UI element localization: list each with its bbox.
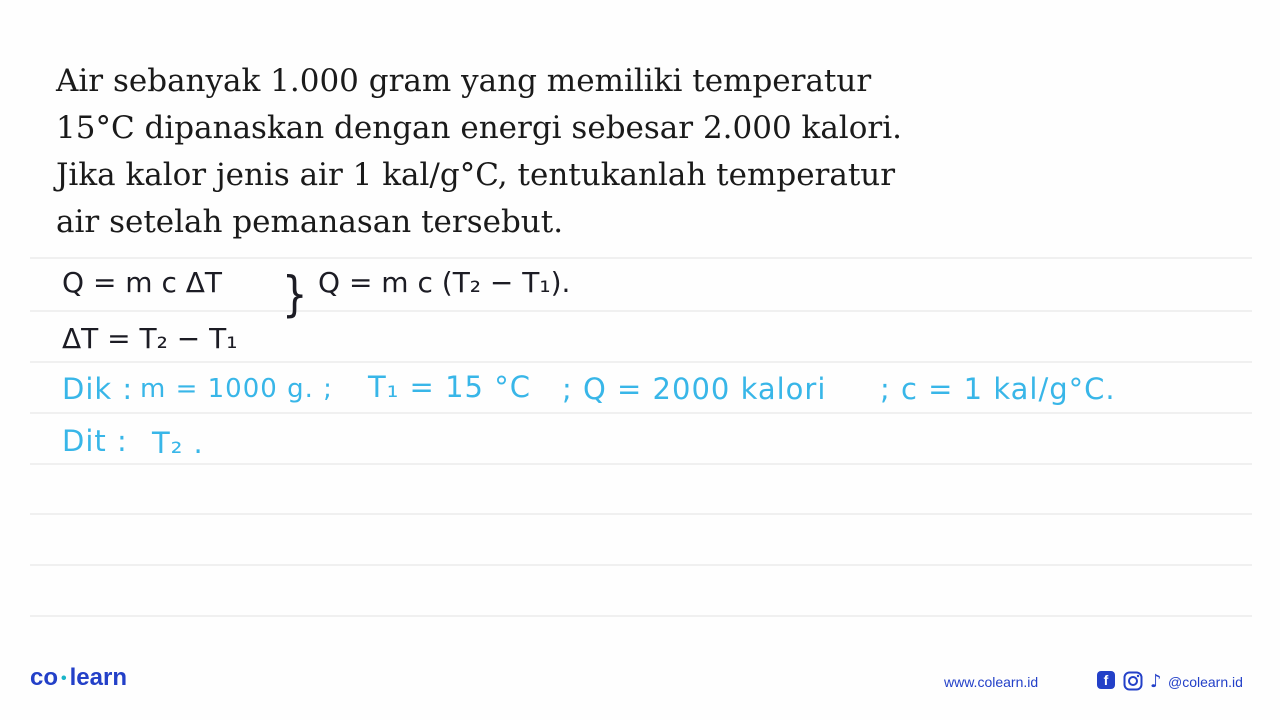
known-specific-heat: ; c = 1 kal/g°C. (880, 372, 1116, 406)
tiktok-icon[interactable]: ♪ (1150, 670, 1162, 692)
problem-line: air setelah pemanasan tersebut. (56, 204, 564, 240)
instagram-icon[interactable] (1123, 671, 1143, 691)
problem-line: 15°C dipanaskan dengan energi sebesar 2.000 kalori. (56, 110, 902, 146)
known-heat: ; Q = 2000 kalori (562, 372, 827, 406)
known-initial-temperature: T₁ = 15 °C (368, 370, 531, 404)
grouping-brace: } (282, 267, 308, 323)
known-label: Dik : (62, 372, 134, 406)
heat-formula-expanded: Q = m c (T₂ − T₁). (318, 266, 571, 299)
facebook-icon[interactable]: f (1097, 671, 1115, 689)
logo-text-learn: learn (69, 664, 127, 691)
problem-line: Jika kalor jenis air 1 kal/g°C, tentukanlah temperatur (56, 157, 896, 193)
asked-label: Dit : (62, 424, 128, 458)
logo-dot: • (61, 669, 67, 687)
heat-formula: Q = m c ΔT (62, 266, 223, 299)
website-link[interactable]: www.colearn.id (944, 674, 1039, 690)
social-handle[interactable]: @colearn.id (1168, 674, 1243, 690)
delta-t-formula: ΔT = T₂ − T₁ (62, 322, 238, 355)
logo-text-co: co (30, 664, 59, 691)
problem-statement (56, 58, 936, 246)
problem-line: Air sebanyak 1.000 gram yang memiliki temperatur (56, 63, 872, 99)
asked-value: T₂ . (152, 426, 204, 460)
colearn-logo (30, 664, 127, 692)
known-mass: m = 1000 g. ; (140, 374, 333, 404)
